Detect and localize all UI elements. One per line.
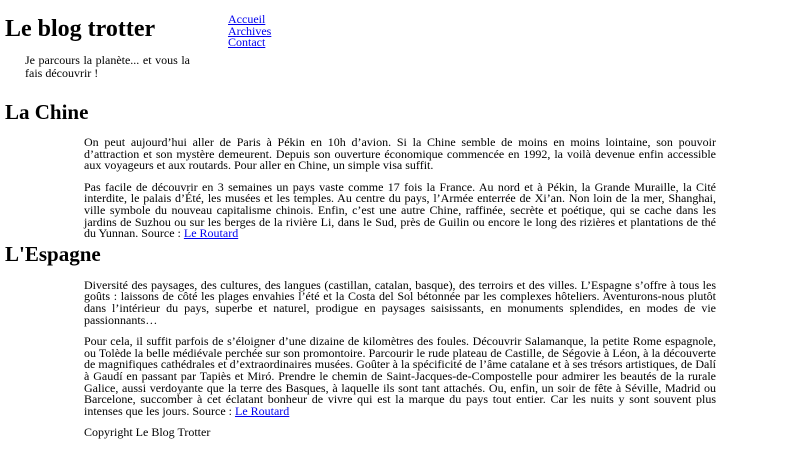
footer-copyright: Copyright Le Blog Trotter <box>84 425 211 440</box>
main-nav <box>228 14 271 49</box>
source-link[interactable]: Le Routard <box>183 226 239 241</box>
paragraph-text: Pour cela, il suffit parfois de s’éloigner d’une dizaine de kilomètres des foules. Découvrir Salamanque, la petite Rome espagnole, ou Tolède la belle médiévale perchée sur son promontoire. Parcourir le rude plateau de Castille, de Ségovie à Léon, à la découverte de magnifiques cathédrales et d’extraordinaires musées. Goûter à la spécificité de l’âme catalane et à ses trésors artistiques, de Dalí à Gaudí en passant par Tapiès et Miró. Prendre le chemin de Saint-Jacques-de-Compostelle pour admirer les beautés de la rurale Galice, aussi verdoyante que la terre des Basques, à laquelle ils sont tant attachés. Ou, enfin, un soir de fête à Séville, Madrid ou Barcelone, succomber à cet éclatant bonheur de vivre qui est la marque du pays tout entier. Car les nuits y sont souvent plus intenses que les jours. Source : <box>84 334 716 418</box>
site-tagline: Je parcours la planète... et vous la fais découvrir ! <box>25 53 190 80</box>
source-link[interactable]: Le Routard <box>234 403 290 418</box>
nav-item <box>228 37 271 49</box>
section-title: La Chine <box>5 100 89 124</box>
section-espagne <box>0 240 800 418</box>
section-title: L'Espagne <box>5 241 101 266</box>
article-paragraph <box>84 277 716 327</box>
nav-link-contact[interactable]: Contact <box>228 35 266 49</box>
article-paragraph <box>84 336 716 417</box>
paragraph-text: On peut aujourd’hui aller de Paris à Pékin en 10h d’avion. Si la Chine semble de moins en moins lointaine, son pouvoir d’attraction et son mystère demeurent. Depuis son ouverture économique commencée en 1992, la voilà devenue enfin accessible aux voyageurs et aux routards. Pour aller en Chine, un simple visa suffit. <box>84 135 716 173</box>
site-title: Le blog trotter <box>5 16 156 42</box>
article-paragraph <box>84 137 716 172</box>
nav-link-accueil[interactable]: Accueil <box>228 12 266 26</box>
section-chine <box>0 95 800 240</box>
nav-link-archives[interactable]: Archives <box>228 23 272 38</box>
site-header <box>0 0 800 95</box>
paragraph-text: Pas facile de découvrir en 3 semaines un pays vaste comme 17 fois la France. Au nord et à Pékin, la Grande Muraille, la Cité interdite, le palais d’Été, les musées et les temples. Au centre du pays, l’Armée enterrée de Xi’an. Non loin de la mer, Shanghai, ville symbole du nouveau capitalisme chinois. Enfin, c’est une autre Chine, raffinée, secrète et poétique, qui se cache dans les jardins de Suzhou ou sur les berges de la rivière Li, dans le Sud, près de Guilin ou encore le long des rizières et plantations de thé du Yunnan. Source : <box>84 179 716 241</box>
article-paragraph <box>84 179 716 241</box>
paragraph-text: Diversité des paysages, des cultures, des langues (castillan, catalan, basque), des terroirs et des villes. L’Espagne s’offre à tous les goûts : laissons de côté les plages envahies l’été et la Costa del Sol bétonnée par les complexes hôteliers. Aventurons-nous plutôt dans l’intérieur du pays, superbe et naturel, prodigue en paysages saisissants, en monuments splendides, en modes de vie passionnants… <box>84 277 716 327</box>
